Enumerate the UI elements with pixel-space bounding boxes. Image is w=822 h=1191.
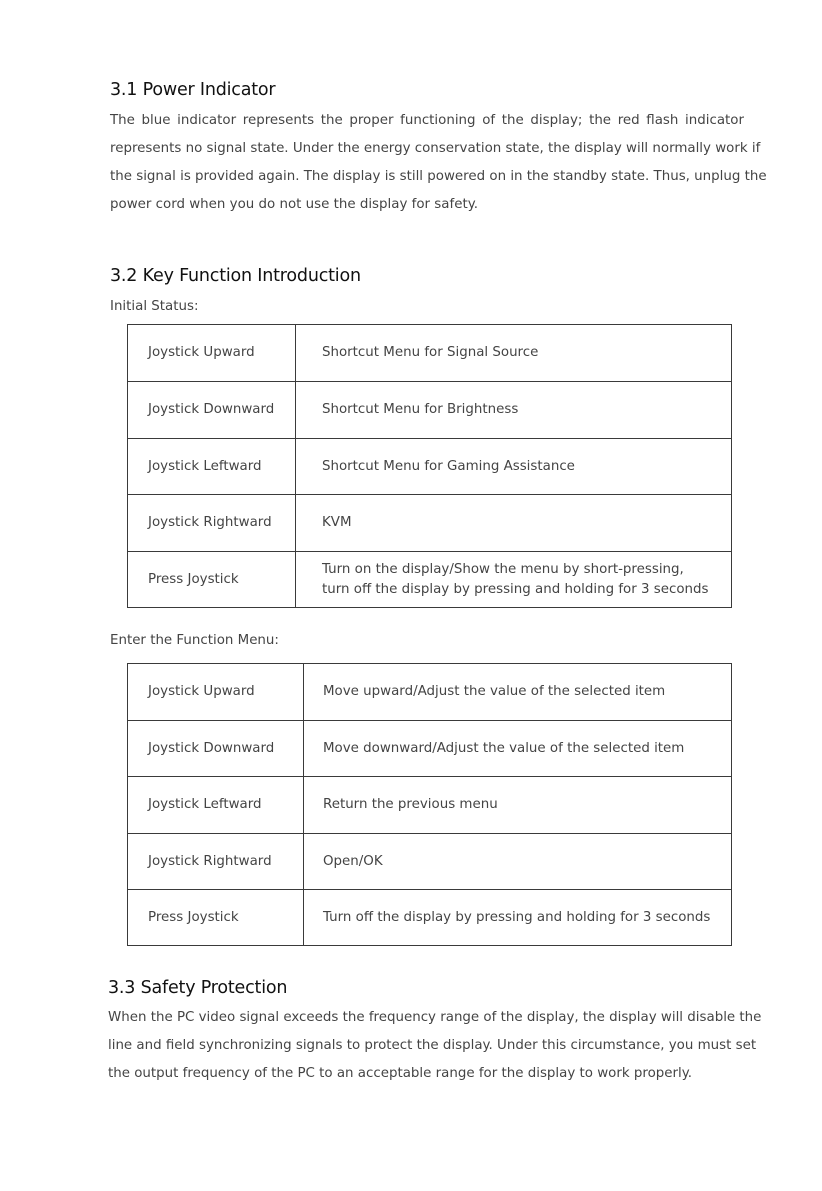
function-cell: Shortcut Menu for Gaming Assistance (296, 439, 732, 495)
initial-status-label: Initial Status: (110, 299, 199, 314)
paragraph-line: the signal is provided again. The display is still powered on in the standby state. Thus, unplug the (110, 169, 767, 184)
table-row (128, 834, 732, 890)
function-line: Turn on the display/Show the menu by short-pressing, (322, 561, 684, 577)
key-cell: Joystick Leftward (128, 777, 304, 834)
paragraph-line: The blue indicator represents the proper functioning of the display; the red flash indicator (110, 113, 744, 128)
key-cell: Joystick Upward (128, 325, 296, 382)
initial-status-table (127, 324, 732, 608)
table-row (128, 439, 732, 495)
function-menu-label: Enter the Function Menu: (110, 633, 279, 648)
function-cell: Turn off the display by pressing and holding for 3 seconds (304, 890, 732, 946)
table-row (128, 664, 732, 721)
key-cell: Joystick Downward (128, 721, 304, 777)
table-row (128, 495, 732, 552)
key-cell: Joystick Rightward (128, 495, 296, 552)
paragraph-line: line and field synchronizing signals to protect the display. Under this circumstance, you must set (108, 1038, 757, 1053)
key-cell: Joystick Leftward (128, 439, 296, 495)
function-cell: Move upward/Adjust the value of the selected item (304, 664, 732, 721)
key-cell: Press Joystick (128, 552, 296, 608)
table-row (128, 382, 732, 439)
paragraph-line: When the PC video signal exceeds the frequency range of the display, the display will disable the (108, 1010, 762, 1025)
paragraph-line: the output frequency of the PC to an acceptable range for the display to work properly. (108, 1066, 693, 1081)
key-cell: Joystick Upward (128, 664, 304, 721)
paragraph-line: represents no signal state. Under the energy conservation state, the display will normally work if (110, 141, 761, 156)
table-row (128, 552, 732, 608)
function-cell: Move downward/Adjust the value of the selected item (304, 721, 732, 777)
safety-protection-heading: 3.3 Safety Protection (108, 978, 288, 998)
table-row (128, 777, 732, 834)
function-cell: Shortcut Menu for Brightness (296, 382, 732, 439)
function-menu-table (127, 663, 732, 946)
function-cell: Shortcut Menu for Signal Source (296, 325, 732, 382)
function-cell: Return the previous menu (304, 777, 732, 834)
table-row (128, 890, 732, 946)
function-cell (296, 552, 732, 608)
power-indicator-heading: 3.1 Power Indicator (110, 80, 276, 100)
key-cell: Press Joystick (128, 890, 304, 946)
safety-protection-paragraph (108, 1004, 762, 1088)
key-cell: Joystick Rightward (128, 834, 304, 890)
key-cell: Joystick Downward (128, 382, 296, 439)
paragraph-line: power cord when you do not use the display for safety. (110, 197, 478, 212)
table-row (128, 325, 732, 382)
table-row (128, 721, 732, 777)
function-line: turn off the display by pressing and holding for 3 seconds (322, 581, 709, 597)
function-cell: Open/OK (304, 834, 732, 890)
key-function-heading: 3.2 Key Function Introduction (110, 266, 361, 286)
function-cell: KVM (296, 495, 732, 552)
power-indicator-paragraph (110, 107, 767, 219)
